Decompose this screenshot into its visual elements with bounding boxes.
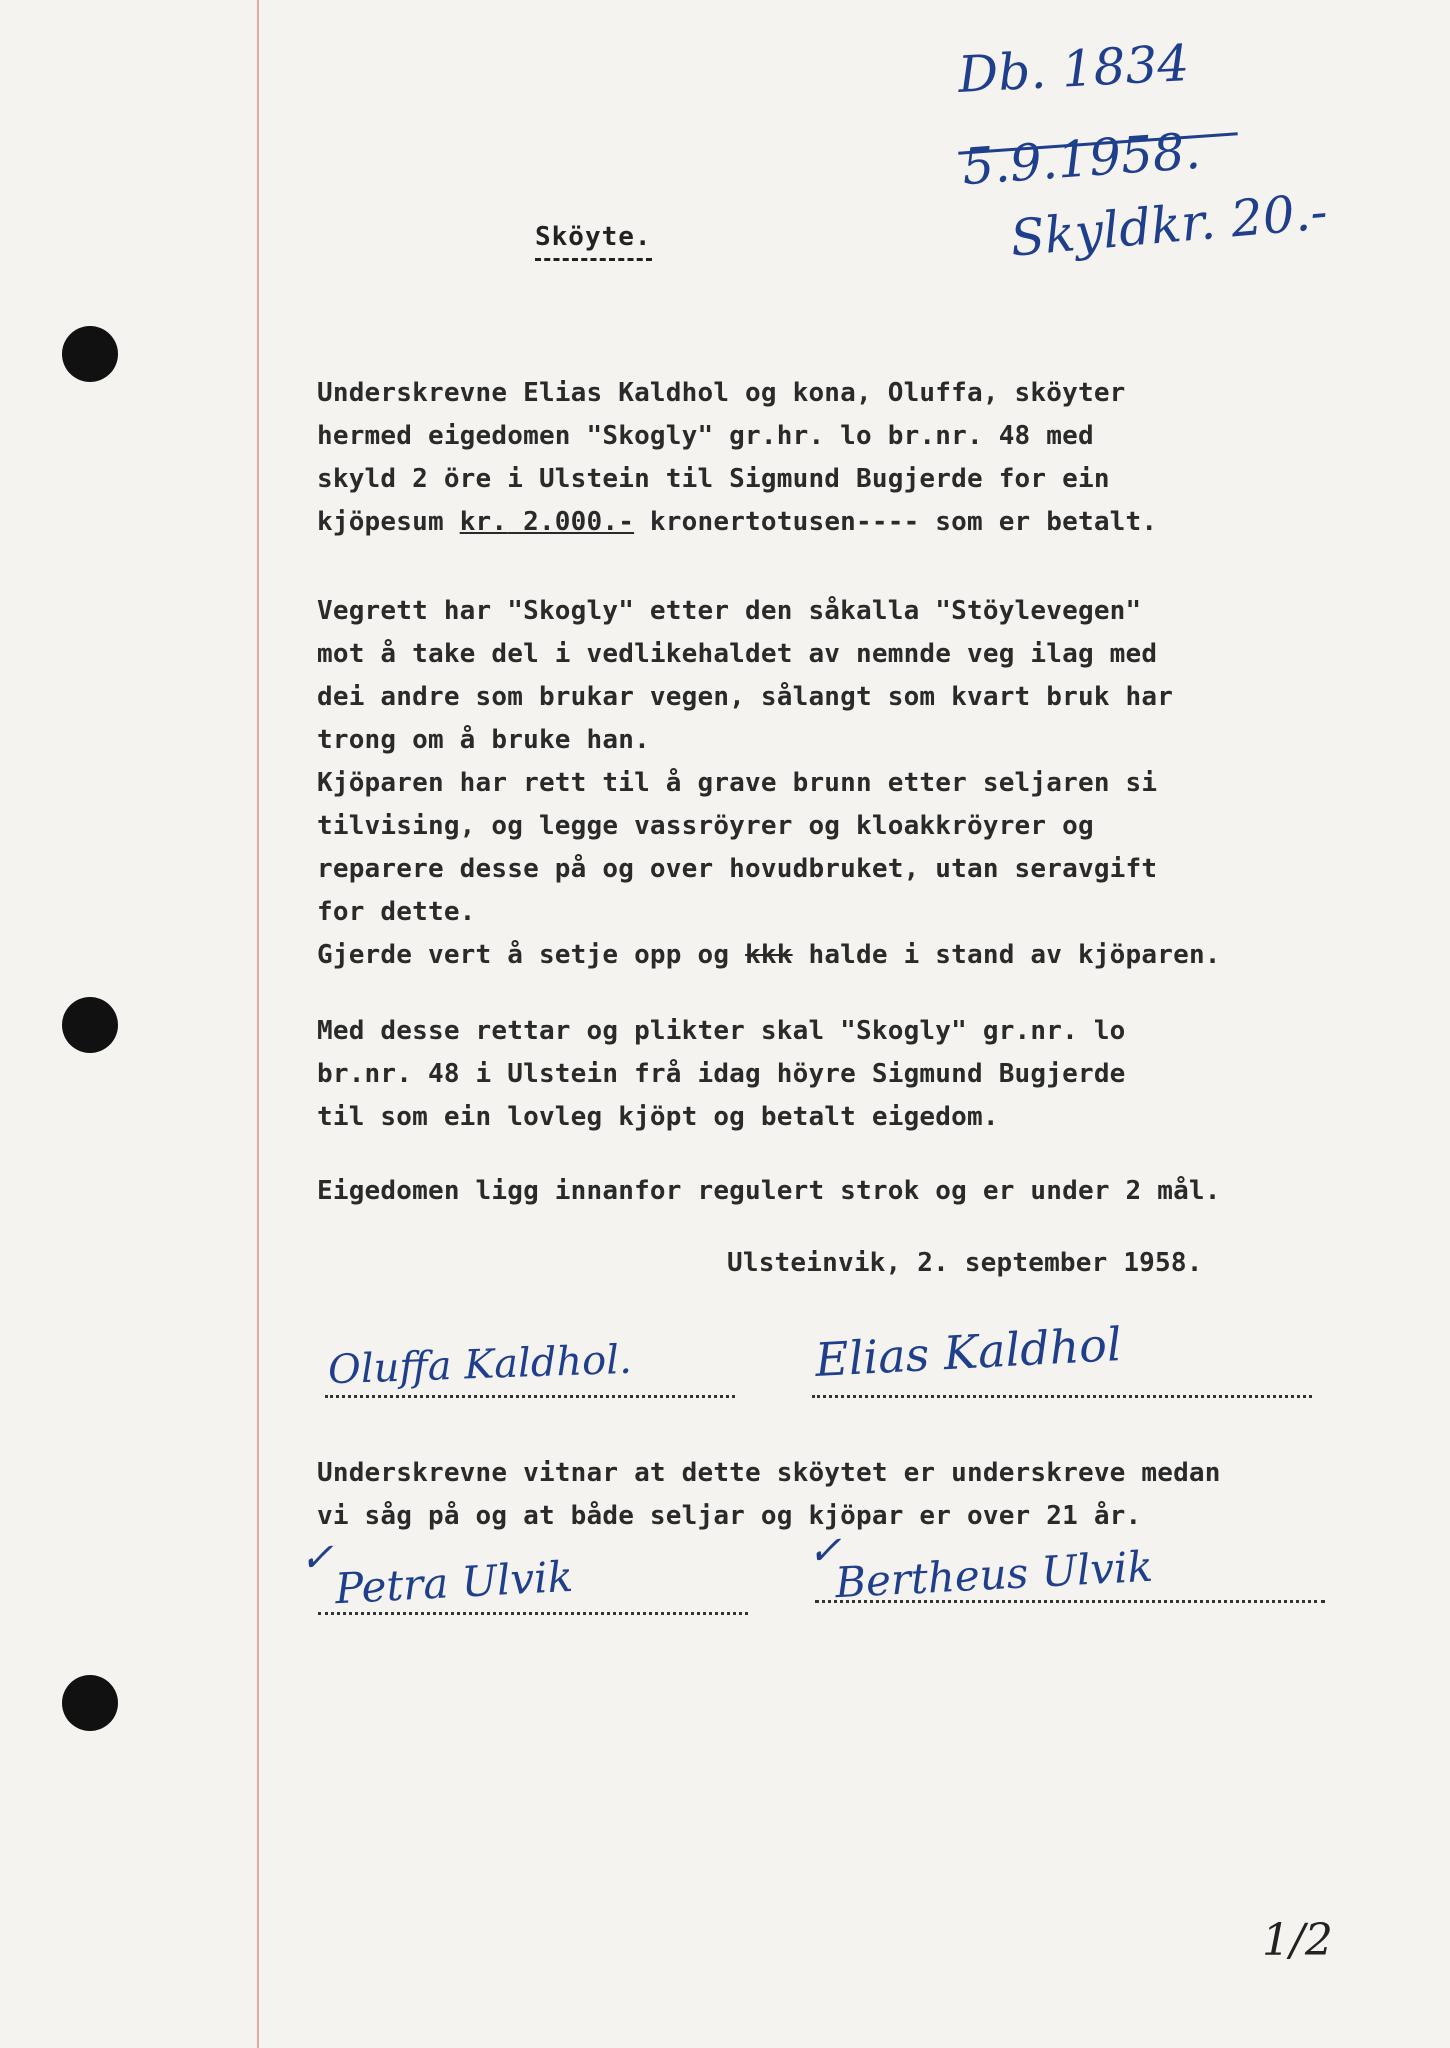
corner-mark: 1/2 — [1262, 1915, 1333, 1966]
signature-elias: Elias Kaldhol — [813, 1317, 1123, 1387]
text-line: vi såg på og at både seljar og kjöpar er over 21 år. — [317, 1501, 1142, 1531]
text-line: Med desse rettar og plikter skal "Skogly" gr.nr. lo — [317, 1016, 1126, 1046]
text-fragment: Gjerde vert å setje opp og — [317, 940, 746, 970]
paragraph-conveyance — [317, 372, 1300, 544]
text-line: Underskrevne vitnar at dette sköytet er underskreve medan — [317, 1458, 1221, 1488]
check-mark: ✓ — [300, 1535, 334, 1581]
text-line: skyld 2 öre i Ulstein til Sigmund Bugjerde for ein — [317, 464, 1110, 494]
text-line: dei andre som brukar vegen, sålangt som kvart bruk har — [317, 682, 1174, 712]
text-line: trong om å bruke han. — [317, 725, 650, 755]
text-line: tilvising, og legge vassröyrer og kloakkröyrer og — [317, 811, 1094, 841]
signature-line — [325, 1395, 735, 1398]
text-fragment: kjöpesum — [317, 507, 460, 537]
check-mark: ✓ — [808, 1528, 842, 1574]
text-line: reparere desse på og over hovudbruket, utan seravgift — [317, 854, 1158, 884]
punch-hole — [62, 326, 118, 382]
paragraph-rights — [317, 590, 1300, 977]
handwritten-fee: Skyldkr. 20.- — [1008, 182, 1330, 268]
paragraph-ownership — [317, 1010, 1300, 1139]
text-line: br.nr. 48 i Ulstein frå idag höyre Sigmund Bugjerde — [317, 1059, 1126, 1089]
document-title: Sköyte. — [535, 222, 652, 261]
purchase-amount: 2.000.- — [507, 507, 635, 537]
place-date — [727, 1242, 1300, 1285]
signature-witness-bertheus: Bertheus Ulvik — [833, 1541, 1155, 1608]
text-line — [317, 934, 1300, 977]
struck-text: kkk — [745, 940, 793, 970]
text-fragment: kronertotusen---- som er betalt. — [634, 507, 1158, 537]
text-line: for dette. — [317, 897, 476, 927]
signature-line — [812, 1395, 1312, 1398]
text-line: Underskrevne Elias Kaldhol og kona, Oluffa, sköyter — [317, 378, 1126, 408]
text-line: Eigedomen ligg innanfor regulert strok og er under 2 mål. — [317, 1176, 1221, 1206]
place-date-text: Ulsteinvik, 2. september 1958. — [727, 1248, 1203, 1278]
text-line: mot å take del i vedlikehaldet av nemnde veg ilag med — [317, 639, 1158, 669]
text-line: hermed eigedomen "Skogly" gr.hr. lo br.nr. 48 med — [317, 421, 1094, 451]
signature-line — [815, 1600, 1325, 1603]
signature-line — [318, 1612, 748, 1615]
text-line: til som ein lovleg kjöpt og betalt eigedom. — [317, 1102, 999, 1132]
handwritten-date: 5.9.1958. — [960, 121, 1203, 197]
paragraph-witness — [317, 1452, 1300, 1538]
text-line — [317, 501, 1300, 544]
text-line: Vegrett har "Skogly" etter den såkalla "Stöylevegen" — [317, 596, 1142, 626]
text-fragment: halde i stand av kjöparen. — [792, 940, 1221, 970]
signature-oluffa: Oluffa Kaldhol. — [327, 1336, 633, 1394]
punch-hole — [62, 997, 118, 1053]
text-line: Kjöparen har rett til å grave brunn etter seljaren si — [317, 768, 1158, 798]
struck-text: kr. — [459, 507, 508, 537]
red-margin-line — [257, 0, 259, 2048]
handwritten-document-number: Db. 1834 — [956, 33, 1191, 105]
paragraph-area — [317, 1170, 1300, 1213]
signature-witness-petra: Petra Ulvik — [333, 1551, 575, 1614]
punch-hole — [62, 1675, 118, 1731]
